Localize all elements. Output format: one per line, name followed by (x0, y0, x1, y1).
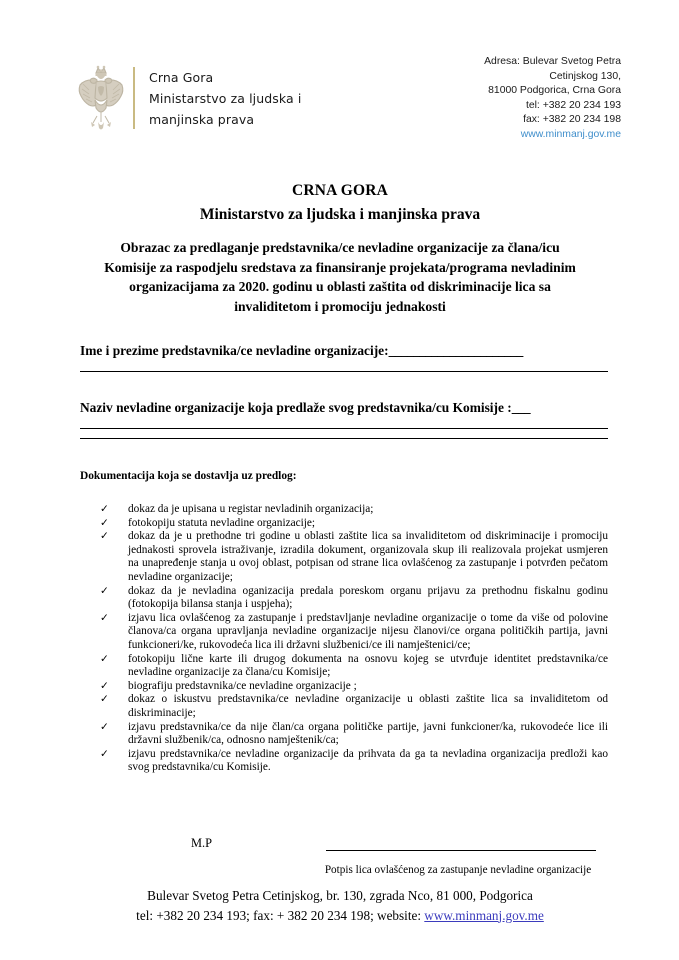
document-header (0, 55, 679, 155)
organization-name-label-text: Naziv nevladine organizacije koja predlaže svog predstavnika/cu Komisije : (80, 400, 512, 415)
representative-name-rule[interactable] (80, 371, 608, 372)
list-item-text: fotokopiju lične karte ili drugog dokumenta na osnovu kojeg se utvrđuje identitet predstavnika/ce nevladine organizacije za člana/cu Komisije; (128, 652, 608, 679)
list-item-text: fotokopiju statuta nevladine organizacije; (128, 516, 316, 529)
organization-name-rule-1[interactable] (80, 428, 608, 429)
purpose-line-3: organizacijama za 2020. godinu u oblasti zaštita od diskriminacije lica sa (129, 279, 551, 295)
purpose-line-2: Komisije za raspodjelu sredstava za finansiranje projekata/programa nevladinim (104, 259, 576, 275)
address-phone: tel: +382 20 234 193 (525, 99, 621, 111)
list-item-text: dokaz da je u prethodne tri godine u oblasti zaštite lica sa invaliditetom od diskriminacije i promociju jednakosti sprovela istraživanje, izradila dokument, organizovala skup ili realizovala projekat usmjeren na unapređenje stanja u ovoj oblast, potpisan od strane lica ovlašćenog za zastupanje i potvrđen pečatom nevladine organizacije; (128, 530, 608, 583)
list-item (80, 503, 608, 517)
montenegro-coat-of-arms-icon (75, 60, 127, 136)
documents-heading: Dokumentacija koja se dostavlja uz predlog: (80, 470, 297, 482)
list-item (80, 517, 608, 531)
organization-name-blank[interactable]: ___ (511, 400, 531, 415)
check-icon: ✓ (100, 584, 109, 597)
signature-caption: Potpis lica ovlašćenog za zastupanje nevladine organizacije (324, 864, 592, 876)
list-item-text: izjavu predstavnika/ce da nije član/ca organa političke partije, javni funkcioner/ka, rukovodeće lice ili državni službenik/ca, odnosno namještenik/ca; (128, 720, 608, 747)
organization-name-rule-2[interactable] (80, 438, 608, 439)
ministry-branding (75, 60, 301, 136)
organization-name-field-group (80, 399, 608, 439)
address-fax: fax: +382 20 234 198 (523, 114, 621, 126)
brand-line-ministry-1: Ministarstvo za ljudska i (149, 90, 302, 106)
list-item (80, 693, 608, 720)
list-item (80, 748, 608, 775)
footer-contact-line (70, 906, 610, 926)
footer-contact-text: tel: +382 20 234 193; fax: + 382 20 234 198; website: (136, 907, 425, 923)
purpose-line-1: Obrazac za predlaganje predstavnika/ce nevladine organizacije za člana/icu (120, 240, 560, 255)
header-address-block (484, 55, 621, 143)
ministry-name-block (149, 67, 301, 130)
footer-website-link[interactable]: www.minmanj.gov.me (424, 907, 544, 923)
document-title-block (70, 180, 610, 227)
list-item (80, 612, 608, 653)
title-ministry: Ministarstvo za ljudska i manjinska prava (199, 206, 481, 223)
check-icon: ✓ (100, 747, 109, 760)
list-item-text: izjavu lica ovlašćenog za zastupanje i predstavljanje nevladine organizacije o tome da više od polovine članova/ca organa upravljanja nevladine organizacije nijesu članovi/ce organa političkih partija, javni funkcioneri/ke, rukovodeća lica ili državni službenici/ce ili namještenici/ce; (128, 611, 608, 651)
footer-address: Bulevar Svetog Petra Cetinjskog, br. 130, zgrada Nco, 81 000, Podgorica (147, 888, 533, 903)
list-item-text: izjavu predstavnika/ce nevladine organizacije da prihvata da ga ta nevladina organizacija predloži kao svog predstavnika/cu Komisije. (128, 747, 608, 774)
check-icon: ✓ (100, 679, 109, 692)
header-website-link[interactable]: www.minmanj.gov.me (520, 128, 621, 140)
address-line-2: Cetinjskog 130, (549, 70, 621, 82)
form-purpose-statement (72, 238, 608, 316)
address-line-1: Adresa: Bulevar Svetog Petra (484, 56, 621, 67)
list-item-text: dokaz o iskustvu predstavnika/ce nevladine organizacije u oblasti zaštite lica sa invaliditetom od diskriminacije; (128, 693, 608, 719)
list-item (80, 680, 608, 694)
representative-name-label-text: Ime i prezime predstavnika/ce nevladine organizacije: (80, 343, 389, 358)
check-icon: ✓ (100, 516, 109, 529)
stamp-placeholder-label: M.P (191, 836, 213, 850)
signature-line[interactable] (326, 850, 596, 851)
check-icon: ✓ (100, 693, 109, 706)
list-item-text: biografiju predstavnika/ce nevladine organizacije ; (128, 679, 357, 692)
organization-name-label (80, 399, 608, 417)
title-country: CRNA GORA (291, 182, 389, 199)
brand-divider (133, 67, 135, 129)
list-item (80, 721, 608, 748)
address-line-3: 81000 Podgorica, Crna Gora (488, 85, 621, 97)
purpose-line-4: invaliditetom i promociju jednakosti (234, 298, 446, 314)
check-icon: ✓ (100, 503, 109, 515)
check-icon: ✓ (100, 611, 109, 624)
required-documents-list (80, 503, 608, 775)
document-footer (70, 886, 610, 925)
brand-line-country: Crna Gora (149, 69, 214, 85)
representative-name-blank[interactable]: ______________________ (388, 343, 523, 358)
check-icon: ✓ (100, 530, 109, 543)
list-item-text: dokaz da je nevladina oganizacija predala poreskom organu prijavu za prethodnu fiskalnu godinu (fotokopija bilansa stanja i uspjeha); (128, 584, 608, 611)
check-icon: ✓ (100, 652, 109, 665)
list-item-text: dokaz da je upisana u registar nevladinih organizacija; (128, 503, 374, 515)
list-item (80, 653, 608, 680)
representative-name-field-group (80, 342, 608, 372)
representative-name-label (80, 342, 608, 360)
check-icon: ✓ (100, 720, 109, 733)
brand-line-ministry-2: manjinska prava (149, 111, 255, 127)
list-item (80, 530, 608, 584)
list-item (80, 585, 608, 612)
